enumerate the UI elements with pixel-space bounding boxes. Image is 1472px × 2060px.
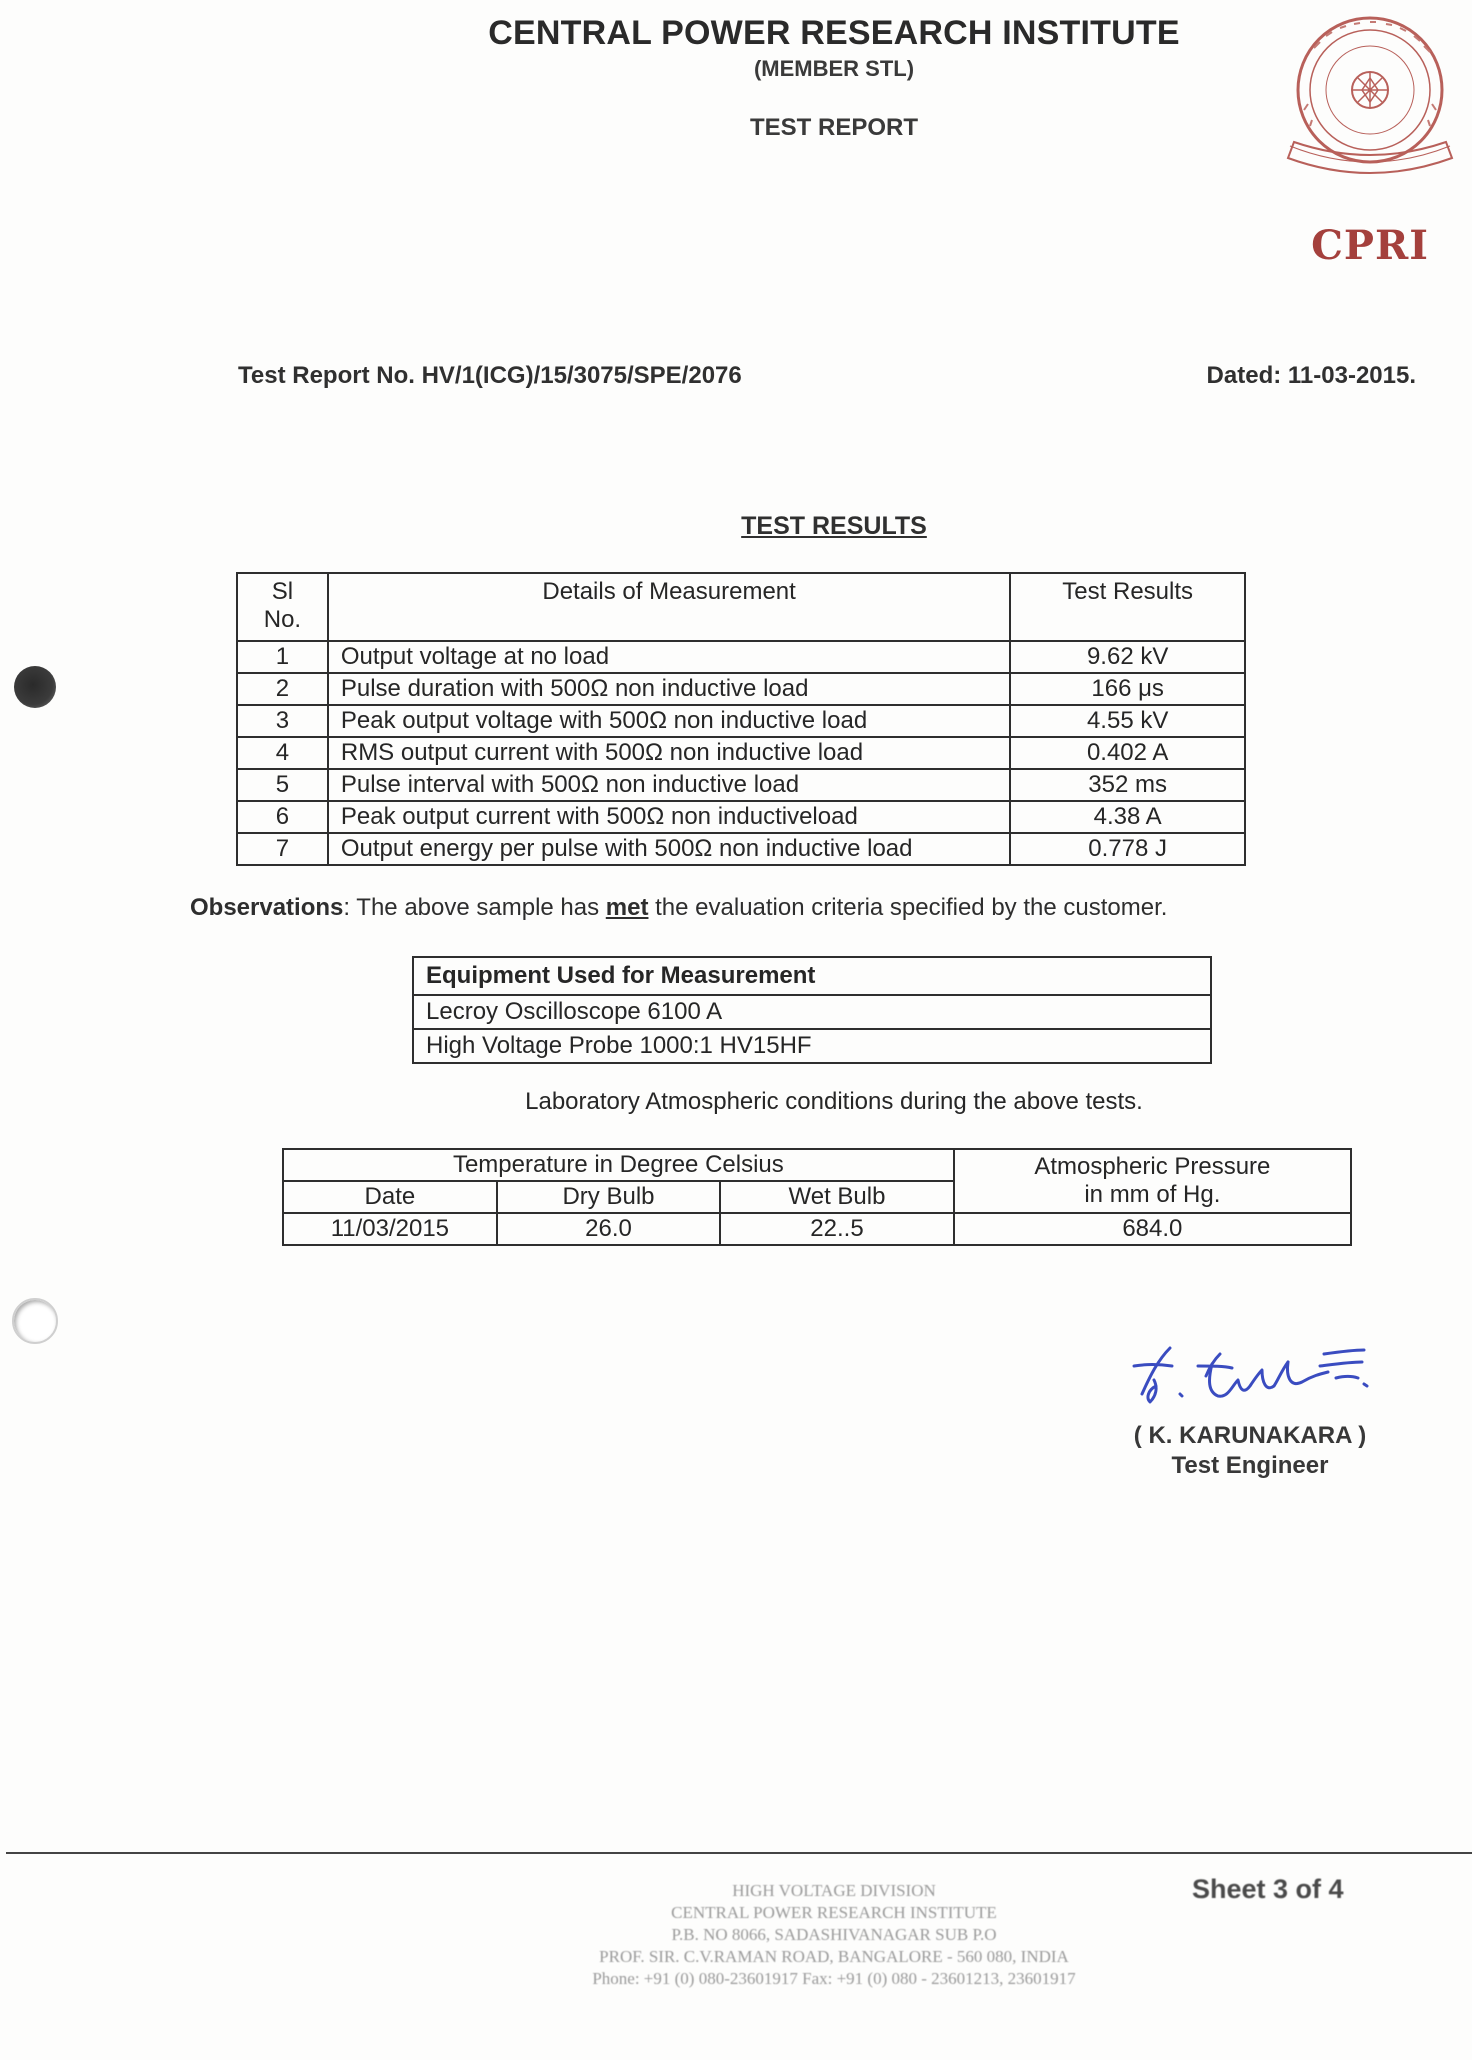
table-row	[283, 1213, 1351, 1245]
pressure-value: 684.0	[954, 1213, 1351, 1245]
wet-bulb-value: 22..5	[720, 1213, 953, 1245]
row-sl: 1	[237, 641, 328, 673]
column-header-details: Details of Measurement	[328, 573, 1010, 641]
observations-text-end: the evaluation criteria specified by the customer.	[648, 894, 1168, 921]
row-detail: Output energy per pulse with 500Ω non inductive load	[328, 833, 1010, 865]
table-header-row	[237, 573, 1245, 641]
row-sl: 6	[237, 801, 328, 833]
date-value: 11/03/2015	[283, 1213, 497, 1245]
table-row	[237, 705, 1245, 737]
row-detail: Pulse duration with 500Ω non inductive load	[328, 673, 1010, 705]
pressure-heading-line-2: in mm of Hg.	[1084, 1181, 1221, 1208]
row-sl: 7	[237, 833, 328, 865]
dry-bulb-value: 26.0	[497, 1213, 721, 1245]
observations-emphasis: met	[605, 894, 649, 921]
column-header-sl: Sl No.	[237, 573, 328, 641]
atmospheric-table	[282, 1148, 1352, 1246]
table-row	[237, 641, 1245, 673]
equipment-item: Lecroy Oscilloscope 6100 A	[413, 995, 1211, 1029]
report-number: Test Report No. HV/1(ICG)/15/3075/SPE/2076	[238, 362, 742, 389]
column-header-results: Test Results	[1010, 573, 1245, 641]
footer-line: CENTRAL POWER RESEARCH INSTITUTE	[671, 1903, 997, 1922]
footer-line: PROF. SIR. C.V.RAMAN ROAD, BANGALORE - 560 080, INDIA	[599, 1947, 1069, 1966]
footer-line: Phone: +91 (0) 080-23601917 Fax: +91 (0) 080 - 23601213, 23601917	[592, 1969, 1076, 1988]
punch-hole	[14, 666, 56, 708]
table-row	[237, 769, 1245, 801]
row-sl: 3	[237, 705, 328, 737]
footer-line: HIGH VOLTAGE DIVISION	[732, 1881, 936, 1900]
table-row	[237, 737, 1245, 769]
report-date: Dated: 11-03-2015.	[1206, 362, 1416, 389]
temperature-heading: Temperature in Degree Celsius	[283, 1149, 954, 1181]
report-heading: TEST REPORT	[749, 114, 918, 141]
dry-bulb-column-header: Dry Bulb	[497, 1181, 721, 1213]
table-row	[237, 833, 1245, 865]
observations	[190, 894, 1167, 922]
row-sl: 2	[237, 673, 328, 705]
row-sl: 5	[237, 769, 328, 801]
row-detail: RMS output current with 500Ω non inductive load	[328, 737, 1010, 769]
observations-text: : The above sample has	[343, 894, 606, 921]
row-result: 0.778 J	[1010, 833, 1245, 865]
sheet-number: Sheet 3 of 4	[1192, 1874, 1344, 1904]
row-result: 4.38 A	[1010, 801, 1245, 833]
test-results-heading: TEST RESULTS	[741, 512, 927, 540]
institute-subtitle: (MEMBER STL)	[753, 56, 915, 81]
row-detail: Peak output current with 500Ω non inductiveload	[328, 801, 1010, 833]
signatory-name: ( K. KARUNAKARA )	[1133, 1422, 1367, 1449]
table-row	[237, 801, 1245, 833]
atmospheric-note: Laboratory Atmospheric conditions during the above tests.	[525, 1088, 1143, 1115]
punch-hole	[12, 1298, 58, 1344]
seal-caption: CPRI	[1311, 222, 1429, 269]
row-result: 9.62 kV	[1010, 641, 1245, 673]
signatory-title: Test Engineer	[1171, 1452, 1329, 1479]
table-row	[237, 673, 1245, 705]
cpri-seal	[1270, 8, 1470, 278]
pressure-heading	[954, 1149, 1351, 1213]
pressure-heading-line-1: Atmospheric Pressure	[1034, 1153, 1271, 1180]
equipment-table	[412, 956, 1212, 1064]
signature-icon	[1128, 1336, 1378, 1416]
seal-emblem-icon	[1270, 8, 1470, 208]
row-sl: 4	[237, 737, 328, 769]
row-detail: Pulse interval with 500Ω non inductive load	[328, 769, 1010, 801]
observations-label: Observations	[190, 894, 344, 921]
row-result: 0.402 A	[1010, 737, 1245, 769]
equipment-heading: Equipment Used for Measurement	[413, 957, 1211, 995]
wet-bulb-column-header: Wet Bulb	[720, 1181, 953, 1213]
footer-divider	[6, 1852, 1472, 1854]
footer-line: P.B. NO 8066, SADASHIVANAGAR SUB P.O	[671, 1925, 997, 1944]
institute-name: CENTRAL POWER RESEARCH INSTITUTE	[488, 14, 1180, 52]
row-result: 4.55 kV	[1010, 705, 1245, 737]
row-result: 352 ms	[1010, 769, 1245, 801]
date-column-header: Date	[283, 1181, 497, 1213]
row-result: 166 μs	[1010, 673, 1245, 705]
equipment-item: High Voltage Probe 1000:1 HV15HF	[413, 1029, 1211, 1063]
row-detail: Peak output voltage with 500Ω non inductive load	[328, 705, 1010, 737]
test-results-table	[236, 572, 1246, 866]
row-detail: Output voltage at no load	[328, 641, 1010, 673]
